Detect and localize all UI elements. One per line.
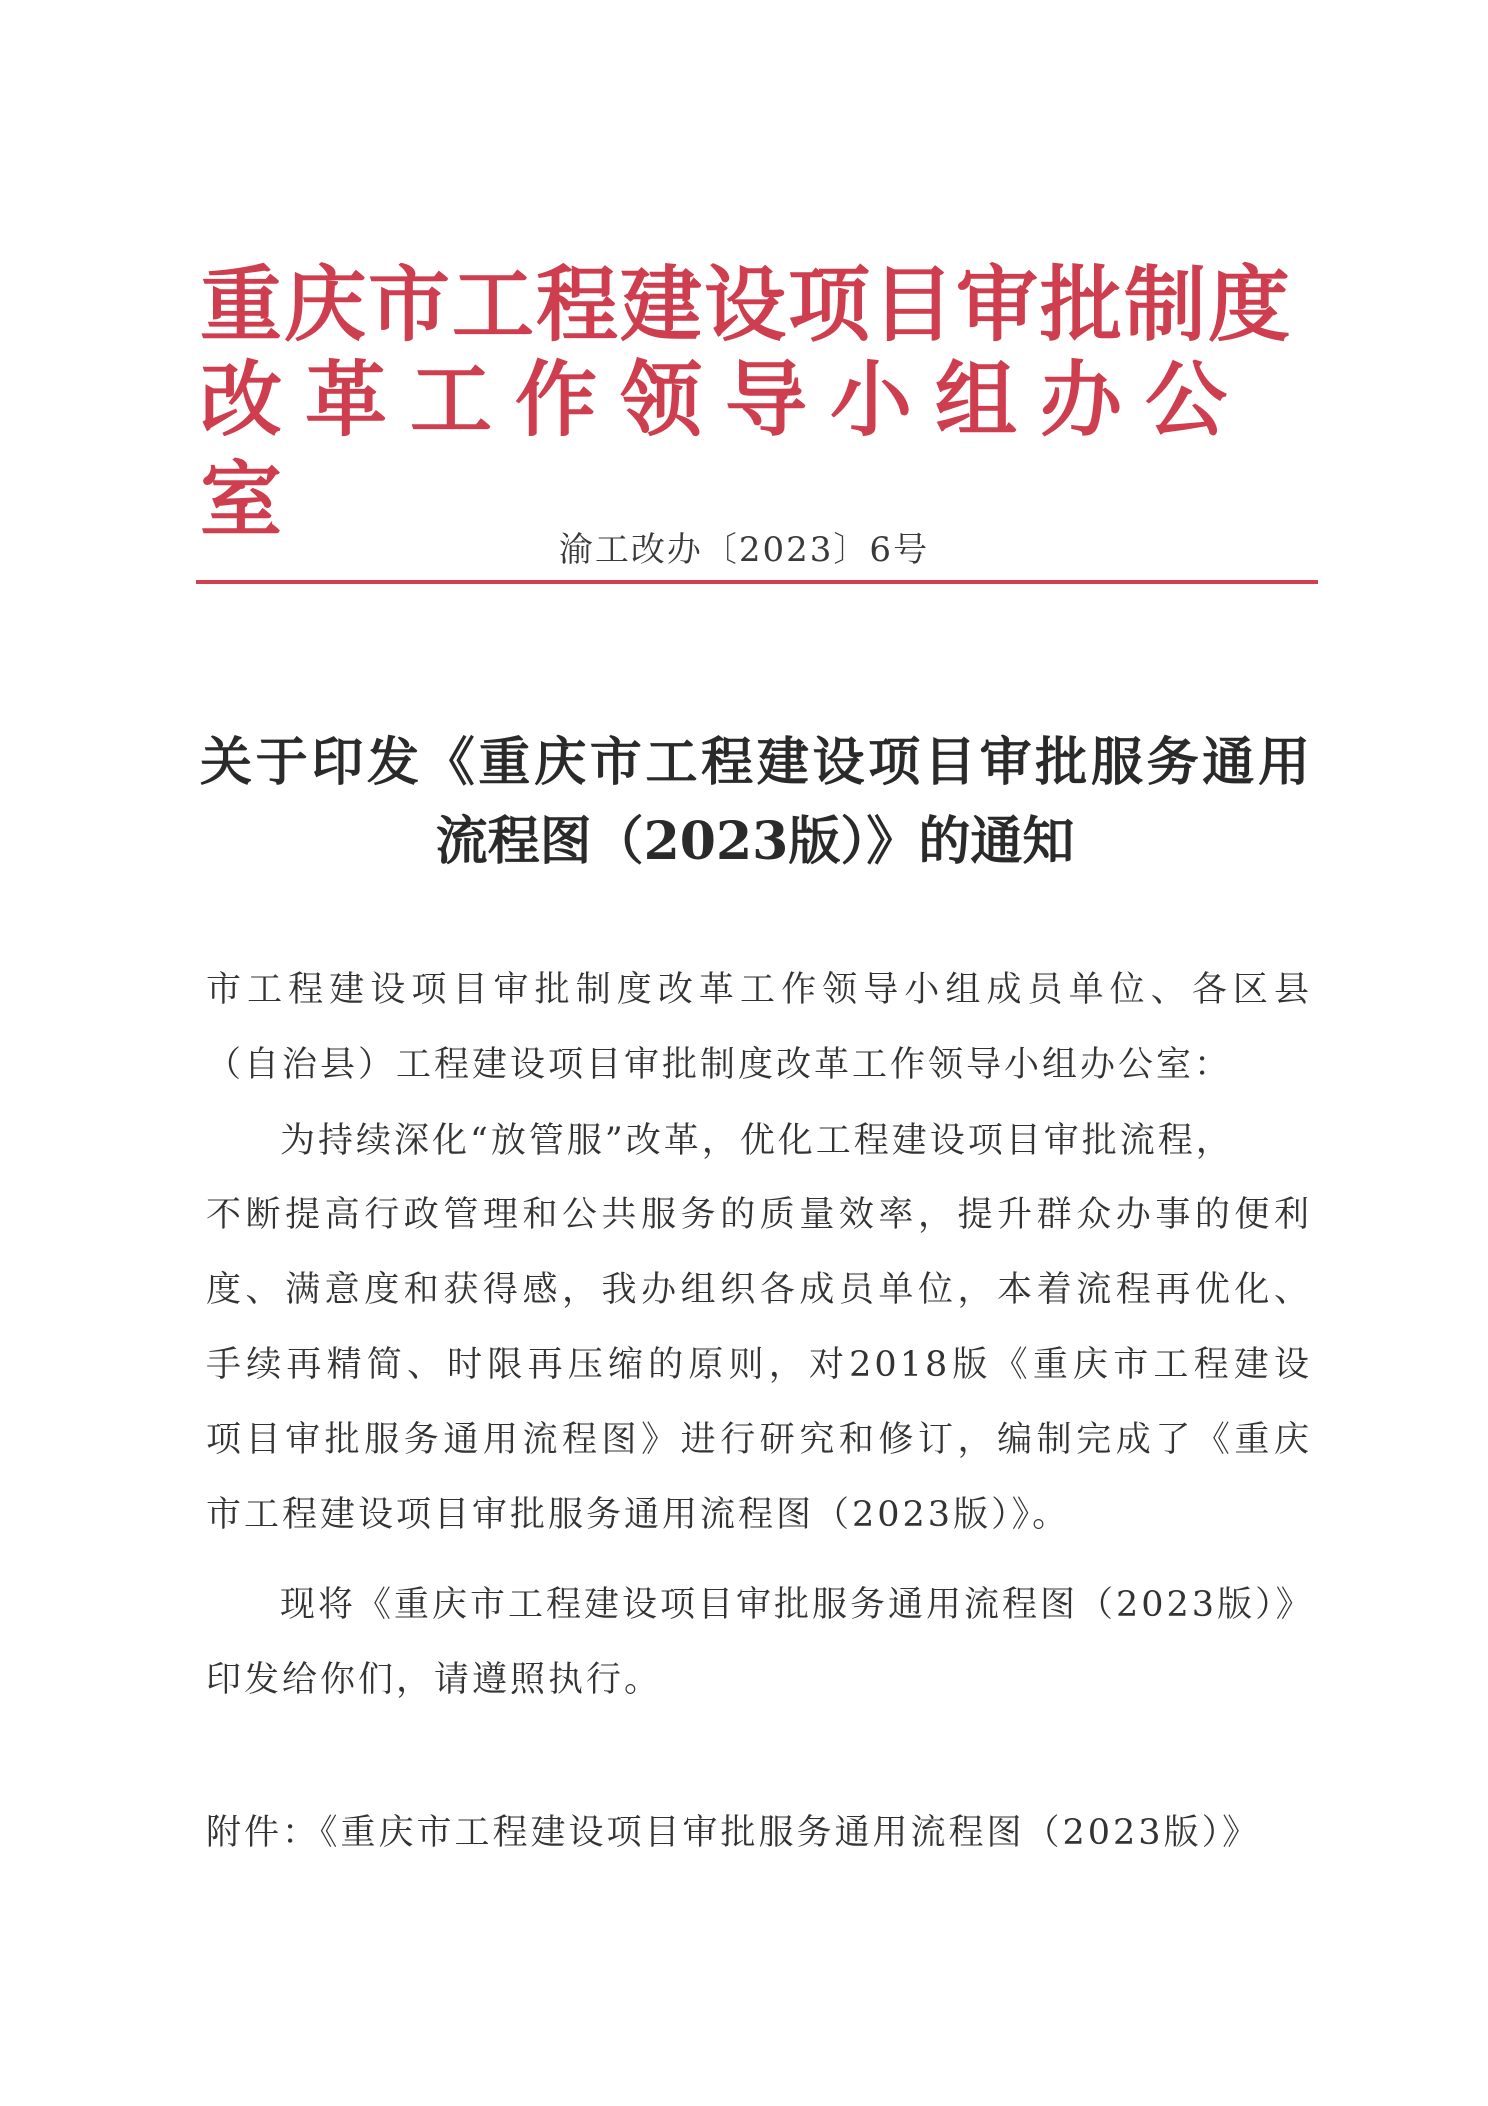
notice-title-line2: 流程图（2023版）》的通知: [435, 811, 1075, 872]
issuing-office-line2: [200, 350, 1310, 550]
paragraph1-line6: 市工程建设项目审批服务通用流程图（2023版）》。: [206, 1495, 1071, 1535]
issuing-office-text-line2: 改革工作领导小组办公室: [200, 352, 1251, 548]
paragraph1-line2: 不断提高行政管理和公共服务的质量效率，提升群众办事的便利: [206, 1195, 1312, 1235]
addressee-line1: 市工程建设项目审批制度改革工作领导小组成员单位、各区县: [206, 970, 1312, 1010]
notice-title-line1: 关于印发《重庆市工程建设项目审批服务通用: [200, 732, 1310, 793]
paragraph1-line1: 为持续深化“放管服”改革，优化工程建设项目审批流程，: [280, 1121, 1234, 1161]
issuing-office-text-line1: 重庆市工程建设项目审批制度: [200, 257, 1293, 353]
paragraph2-line2: 印发给你们，请遵照执行。: [206, 1660, 663, 1700]
attachment-line: 附件：《重庆市工程建设项目审批服务通用流程图（2023版）》: [206, 1813, 1261, 1853]
red-divider-line: [196, 580, 1318, 584]
paragraph1-line5: 项目审批服务通用流程图》进行研究和修订，编制完成了《重庆: [206, 1420, 1312, 1460]
issuing-office-line1: [200, 255, 1310, 355]
paragraph1-line4: 手续再精简、时限再压缩的原则，对2018版《重庆市工程建设: [206, 1345, 1312, 1385]
paragraph2-line1: 现将《重庆市工程建设项目审批服务通用流程图（2023版）》: [280, 1585, 1314, 1625]
document-number: 渝工改办〔2023〕6号: [558, 530, 930, 570]
paragraph1-line3: 度、满意度和获得感，我办组织各成员单位，本着流程再优化、: [206, 1270, 1312, 1310]
addressee-line2: （自治县）工程建设项目审批制度改革工作领导小组办公室：: [206, 1045, 1233, 1085]
